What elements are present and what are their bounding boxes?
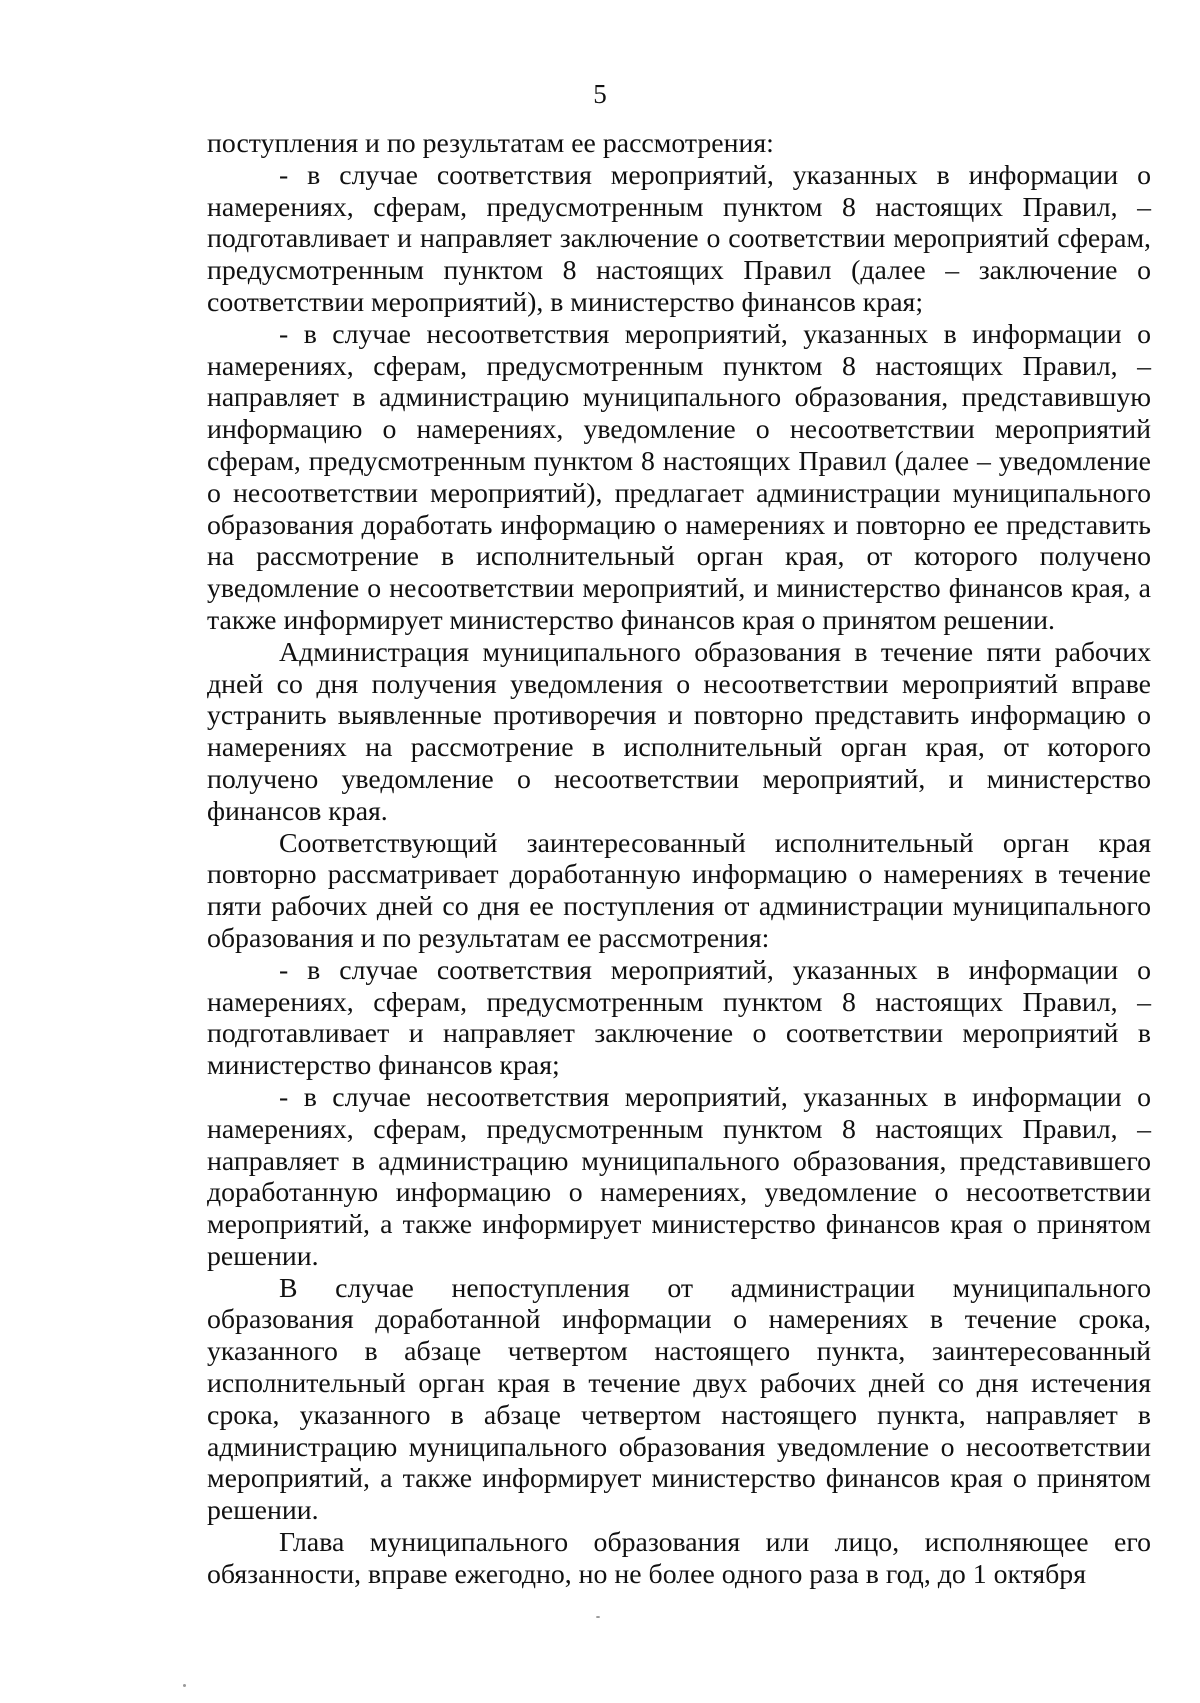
- paragraph: поступления и по результатам ее рассмотрения:: [207, 128, 774, 159]
- paragraph: Глава муниципального образования или лицо, исполняющее его обязанности, вправе ежегодно, но не более одного раза в год, до 1 октября: [207, 1527, 1151, 1590]
- paragraph: Администрация муниципального образования в течение пяти рабочих дней со дня получения уведомления о несоответствии мероприятий вправе устранить выявленные противоречия и повторно представить информацию о намерениях на рассмотрение в исполнительный орган края, от которого получено уведомление о несоответствии мероприятий, и министерство финансов края.: [207, 636, 1151, 827]
- paragraph: В случае непоступления от администрации муниципального образования доработанной информации о намерениях в течение срока, указанного в абзаце четвертом настоящего пункта, заинтересованный исполнительный орган края в течение двух рабочих дней со дня истечения срока, указанного в абзаце четвертом настоящего пункта, направляет в администрацию муниципального образования уведомление о несоответствии мероприятий, а также информирует министерство финансов края о принятом решении.: [207, 1272, 1151, 1527]
- scan-speck: [596, 1616, 600, 1618]
- paragraph: - в случае соответствия мероприятий, указанных в информации о намерениях, сферам, предусмотренным пунктом 8 настоящих Правил, – подготавливает и направляет заключение о соответствии мероприятий сферам, предусмотренным пунктом 8 настоящих Правил (далее – заключение о соответствии мероприятий), в министерство финансов края;: [207, 159, 1151, 318]
- document-body: [207, 128, 1151, 1591]
- scan-speck: [183, 1684, 186, 1687]
- paragraph: Соответствующий заинтересованный исполнительный орган края повторно рассматривает доработанную информацию о намерениях в течение пяти рабочих дней со дня ее поступления от администрации муниципального образования и по результатам ее рассмотрения:: [207, 827, 1151, 954]
- paragraph: - в случае несоответствия мероприятий, указанных в информации о намерениях, сферам, предусмотренным пунктом 8 настоящих Правил, – направляет в администрацию муниципального образования, представившего доработанную информацию о намерениях, уведомление о несоответствии мероприятий, а также информирует министерство финансов края о принятом решении.: [207, 1081, 1151, 1272]
- paragraph: - в случае соответствия мероприятий, указанных в информации о намерениях, сферам, предусмотренным пунктом 8 настоящих Правил, – подготавливает и направляет заключение о соответствии мероприятий в министерство финансов края;: [207, 954, 1151, 1082]
- paragraph: - в случае несоответствия мероприятий, указанных в информации о намерениях, сферам, предусмотренным пунктом 8 настоящих Правил, – направляет в администрацию муниципального образования, представившую информацию о намерениях, уведомление о несоответствии мероприятий сферам, предусмотренным пунктом 8 настоящих Правил (далее – уведомление о несоответствии мероприятий), предлагает администрации муниципального образования доработать информацию о намерениях и повторно ее представить на рассмотрение в исполнительный орган края, от которого получено уведомление о несоответствии мероприятий, и министерство финансов края, а также информирует министерство финансов края о принятом решении.: [207, 318, 1151, 636]
- page-number: 5: [593, 79, 607, 109]
